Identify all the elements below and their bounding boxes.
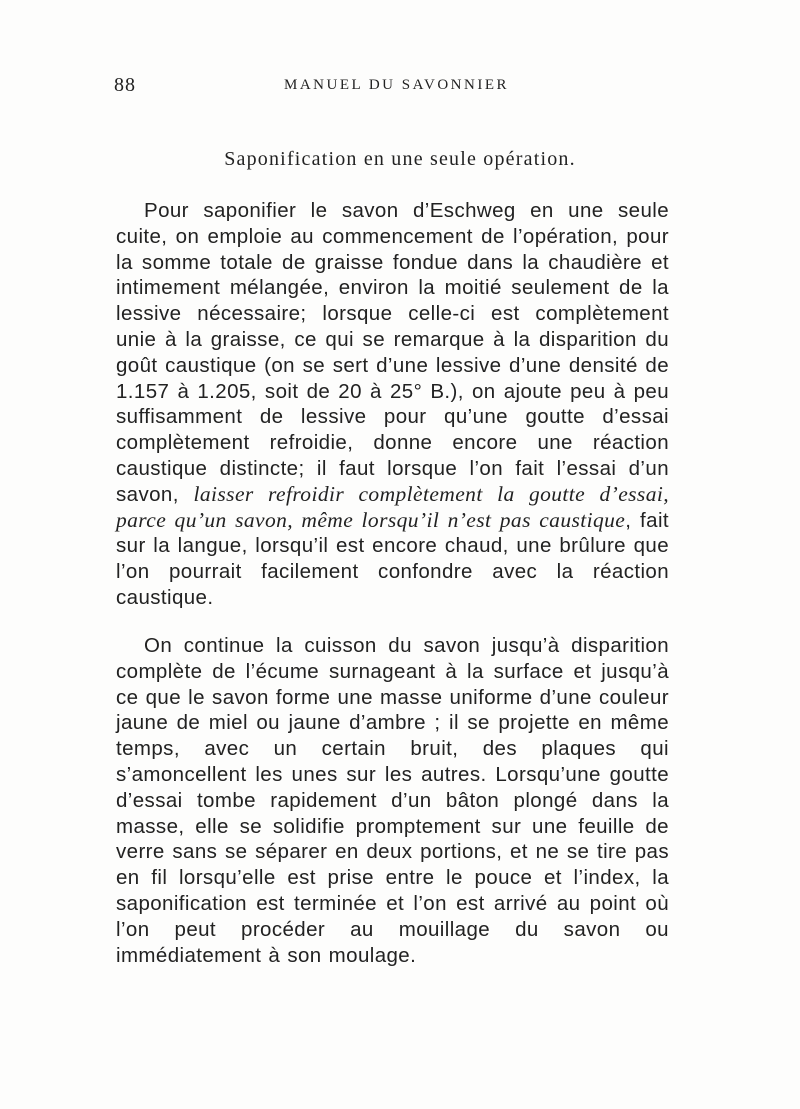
paragraph-1-italic-text: laisser refroidir complètement la goutte d’essai, parce qu’un savon, même lorsqu’il n’est pas caustique [116, 481, 669, 532]
page-number: 88 [114, 74, 136, 96]
running-header [114, 74, 684, 100]
paragraph-1 [116, 198, 669, 611]
paragraph-1-text-b: , fait sur la langue, lorsqu’il est encore chaud, une brûlure que l’on pourrait facilement confondre avec la réaction caustique. [116, 508, 670, 609]
paragraph-1-text-a: Pour saponifier le savon d’Eschweg en une seule cuite, on emploie au commencement de l’opération, pour la somme totale de graisse fondue dans la chaudière et intimement mélangée, environ la moitié seulement de la lessive nécessaire; lorsque celle-ci est complètement unie à la graisse, ce qui se remarque à la disparition du goût caustique (on se sert d’une lessive d’une densité de 1.157 à 1.205, soit de 20 à 25° B.), on ajoute peu à peu suffisamment de lessive pour qu’une goutte d’essai complètement refroidie, donne encore une réaction caustique distincte; il faut lorsque l’on fait l’essai d’un savon, [116, 199, 669, 506]
section-title: Saponification en une seule opération. [224, 148, 576, 170]
paragraph-2: On continue la cuisson du savon jusqu’à disparition complète de l’écume surnageant à la surface et jusqu’à ce que le savon forme une masse uniforme d’une couleur jaune de miel ou jaune d’ambre ; il se projette en même temps, avec un certain bruit, des plaques qui s’amoncellent les unes sur les autres. Lorsqu’une goutte d’essai tombe rapidement d’un bâton plongé dans la masse, elle se solidifie promptement sur une feuille de verre sans se séparer en deux portions, et ne se tire pas en fil lorsqu’elle est prise entre le pouce et l’index, la saponification est terminée et l’on est arrivé au point où l’on peut procéder au mouillage du savon ou immédiatement à son moulage. [116, 634, 669, 967]
running-title: MANUEL DU SAVONNIER [284, 77, 510, 93]
